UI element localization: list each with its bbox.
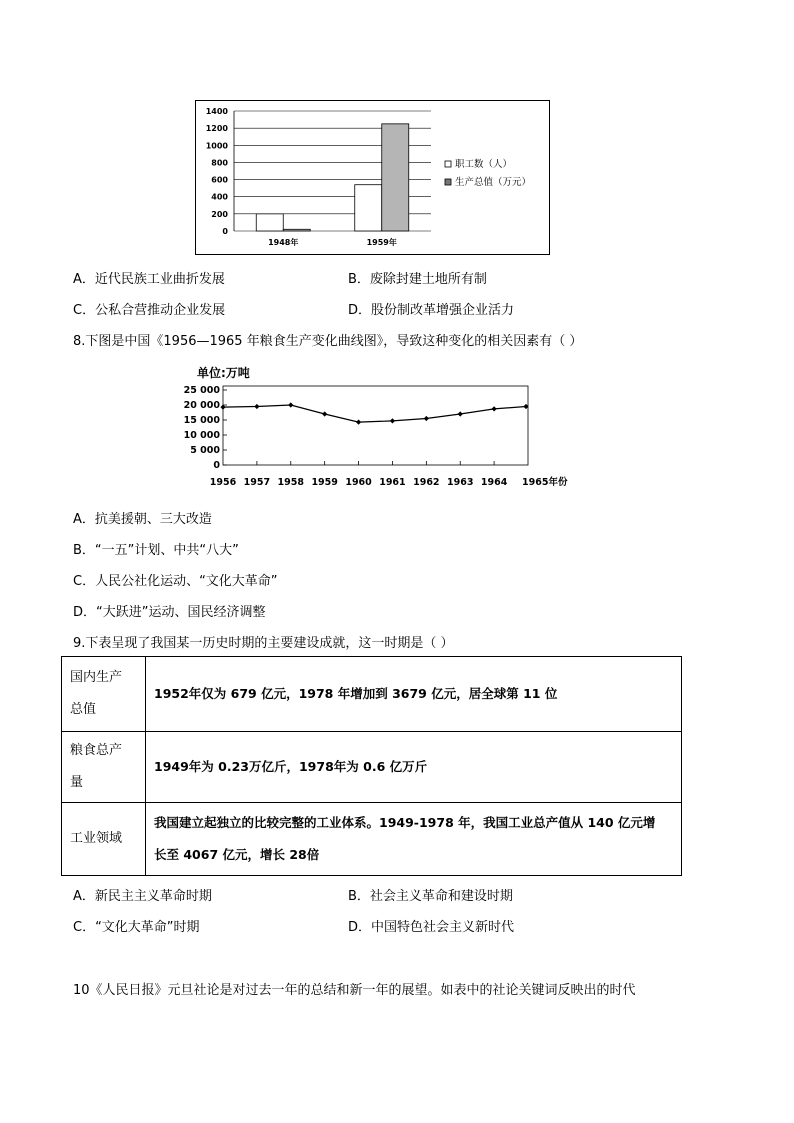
y-tick-label: 400 (211, 192, 228, 202)
y-tick-label: 20 000 (183, 400, 220, 411)
x-tick-label: 1963 (446, 477, 474, 488)
x-tick-label: 1958 (277, 477, 305, 488)
y-tick-label: 15 000 (183, 415, 220, 426)
y-tick-label: 0 (222, 227, 228, 236)
y-tick-label: 200 (211, 209, 228, 219)
y-tick-label: 1200 (205, 124, 228, 134)
q9-table (61, 656, 682, 876)
line-chart-grain (183, 360, 568, 495)
legend-swatch (445, 161, 451, 167)
y-tick-label: 800 (211, 158, 228, 168)
x-tick-label: 1959年 (366, 238, 397, 247)
y-tick-label: 10 000 (183, 430, 220, 441)
y-tick-label: 1400 (205, 107, 228, 116)
q10-stem: 10《人民日报》元旦社论是对过去一年的总结和新一年的展望。如表中的社论关键词反映出的时代 (73, 983, 636, 998)
table-key-cell (62, 657, 146, 732)
q9-stem: 9.下表呈现了我国某一历史时期的主要建设成就，这一时期是（ ） (73, 636, 454, 651)
q9-option-d: D．中国特色社会主义新时代 (348, 920, 515, 935)
table-row (62, 657, 682, 732)
x-tick-label: 1961 (379, 477, 406, 488)
x-tick-label: 1962 (413, 477, 440, 488)
x-tick-label: 1959 (311, 477, 338, 488)
table-value-cell (146, 803, 682, 876)
y-tick-label: 0 (213, 460, 220, 471)
chart-title: 单位:万吨 (197, 366, 250, 380)
q7-option-c: C．公私合营推动企业发展 (73, 303, 226, 318)
y-tick-label: 600 (211, 175, 228, 185)
y-tick-label: 25 000 (183, 385, 220, 396)
legend-label: 生产总值（万元） (455, 177, 532, 188)
q7-option-d: D．股份制改革增强企业活力 (348, 303, 515, 318)
legend-label: 职工数（人） (455, 159, 513, 170)
table-value-cell (146, 657, 682, 732)
q8-option-a: A．抗美援朝、三大改造 (73, 512, 212, 527)
table-row (62, 732, 682, 803)
q9-option-c: C．“文化大革命”时期 (73, 920, 200, 935)
q8-option-b: B．“一五”计划、中共“八大” (73, 543, 239, 558)
x-tick-label: 1964 (480, 477, 508, 488)
table-key-cell (62, 803, 146, 876)
q9-option-a: A．新民主主义革命时期 (73, 889, 212, 904)
q8-option-c: C．人民公社化运动、“文化大革命” (73, 574, 278, 589)
data-point (492, 406, 497, 411)
x-tick-label: 1965年份 (522, 477, 568, 488)
bar (256, 214, 283, 231)
table-row (62, 803, 682, 876)
key-line: 量 (70, 775, 84, 790)
bar (355, 185, 382, 231)
bar-chart-workers-output (195, 100, 550, 255)
key-line: 总值 (70, 702, 97, 717)
y-tick-label: 1000 (205, 141, 228, 151)
data-point (458, 411, 463, 416)
y-tick-label: 5 000 (190, 445, 220, 456)
key-line: 粮食总产 (70, 743, 123, 758)
value-line: 1949年为 0.23万亿斤，1978年为 0.6 亿万斤 (154, 759, 428, 774)
data-point (356, 420, 361, 425)
data-point (254, 404, 259, 409)
x-tick-label: 1948年 (268, 238, 299, 247)
value-line: 我国建立起独立的比较完整的工业体系。1949-1978 年，我国工业总产值从 140 亿元增 (154, 815, 656, 830)
x-tick-label: 1960 (345, 477, 372, 488)
data-point (288, 402, 293, 407)
bar (283, 229, 310, 231)
series-line (223, 405, 526, 422)
legend-swatch (445, 179, 451, 185)
key-line: 国内生产 (70, 670, 123, 685)
bar-chart-svg (196, 101, 551, 256)
q9-option-b: B．社会主义革命和建设时期 (348, 889, 513, 904)
data-point (390, 418, 395, 423)
line-chart-svg (183, 360, 568, 495)
table-key-cell (62, 732, 146, 803)
q7-option-a: A．近代民族工业曲折发展 (73, 272, 225, 287)
value-line: 长至 4067 亿元，增长 28倍 (154, 847, 320, 862)
plot-frame (223, 386, 528, 465)
data-point (322, 411, 327, 416)
table-value-cell (146, 732, 682, 803)
q7-option-b: B．废除封建土地所有制 (348, 272, 487, 287)
value-line: 1952年仅为 679 亿元，1978 年增加到 3679 亿元，居全球第 11 位 (154, 686, 558, 701)
x-tick-label: 1956 (209, 477, 237, 488)
bar (382, 124, 409, 231)
data-point (424, 416, 429, 421)
key-line: 工业领域 (70, 831, 123, 846)
q8-option-d: D．“大跃进”运动、国民经济调整 (73, 605, 266, 620)
q8-stem: 8.下图是中国《1956—1965 年粮食生产变化曲线图》，导致这种变化的相关因素有（ ） (73, 334, 583, 349)
x-tick-label: 1957 (243, 477, 271, 488)
